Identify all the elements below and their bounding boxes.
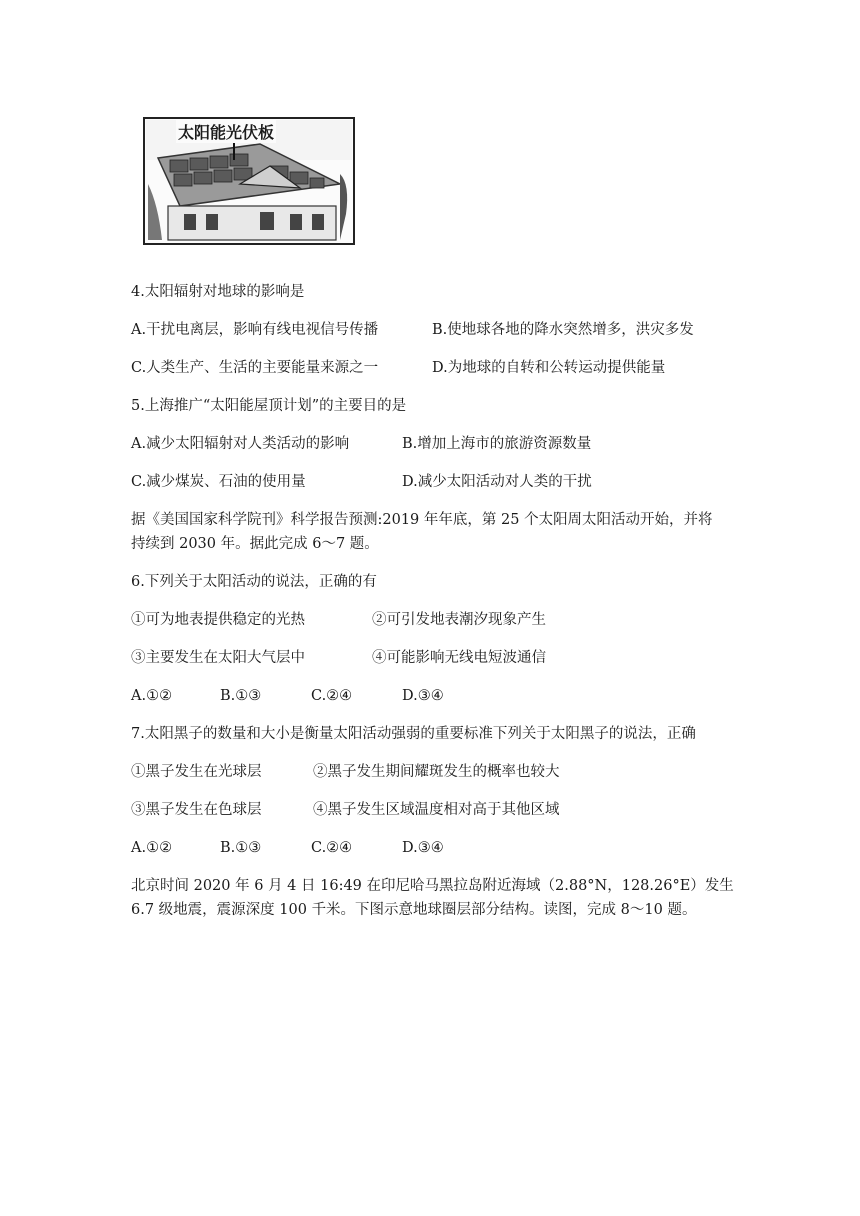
q6-option-d[interactable]: D.③④: [402, 688, 444, 704]
q7-stem: 7.太阳黑子的数量和大小是衡量太阳活动强弱的重要标准下列关于太阳黑子的说法，正确: [131, 726, 696, 742]
q6-statement-4: ④可能影响无线电短波通信: [372, 650, 546, 666]
q6-option-b[interactable]: B.①③: [220, 688, 262, 704]
q6-statement-3: ③主要发生在太阳大气层中: [131, 650, 305, 666]
q5-option-b[interactable]: B.增加上海市的旅游资源数量: [402, 436, 592, 452]
q6-statement-1: ①可为地表提供稳定的光热: [131, 612, 305, 628]
q5-option-d[interactable]: D.减少太阳活动对人类的干扰: [402, 474, 592, 490]
q5-option-a[interactable]: A.减少太阳辐射对人类活动的影响: [131, 436, 350, 452]
passage2-line2: 6.7 级地震，震源深度 100 千米。下图示意地球圈层部分结构。读图，完成 8～10 题。: [131, 902, 697, 918]
q7-option-d[interactable]: D.③④: [402, 840, 444, 856]
q7-option-c[interactable]: C.②④: [311, 840, 353, 856]
passage2-line1: 北京时间 2020 年 6 月 4 日 16:49 在印尼哈马黑拉岛附近海域（2.88°N，128.26°E）发生: [131, 878, 734, 894]
q4-option-a[interactable]: A.干扰电离层，影响有线电视信号传播: [131, 322, 379, 338]
q7-statement-4: ④黑子发生区域温度相对高于其他区域: [313, 802, 560, 818]
q7-statement-2: ②黑子发生期间耀斑发生的概率也较大: [313, 764, 560, 780]
passage1-line2: 持续到 2030 年。据此完成 6～7 题。: [131, 536, 379, 552]
q5-stem: 5.上海推广“太阳能屋顶计划”的主要目的是: [131, 398, 407, 414]
q4-option-c[interactable]: C.人类生产、生活的主要能量来源之一: [131, 360, 379, 376]
q4-stem: 4.太阳辐射对地球的影响是: [131, 284, 305, 300]
q7-statement-1: ①黑子发生在光球层: [131, 764, 262, 780]
passage1-line1: 据《美国国家科学院刊》科学报告预测:2019 年年底，第 25 个太阳周太阳活动开始，并将: [131, 512, 713, 528]
q7-option-a[interactable]: A.①②: [131, 840, 173, 856]
q4-option-b[interactable]: B.使地球各地的降水突然增多，洪灾多发: [432, 322, 694, 338]
q6-statement-2: ②可引发地表潮汐现象产生: [372, 612, 546, 628]
q6-option-a[interactable]: A.①②: [131, 688, 173, 704]
q7-option-b[interactable]: B.①③: [220, 840, 262, 856]
figure-label: 太阳能光伏板: [176, 120, 276, 143]
q7-statement-3: ③黑子发生在色球层: [131, 802, 262, 818]
q6-option-c[interactable]: C.②④: [311, 688, 353, 704]
q5-option-c[interactable]: C.减少煤炭、石油的使用量: [131, 474, 306, 490]
solar-house-figure: [140, 114, 360, 250]
q4-option-d[interactable]: D.为地球的自转和公转运动提供能量: [432, 360, 666, 376]
q6-stem: 6.下列关于太阳活动的说法，正确的有: [131, 574, 377, 590]
